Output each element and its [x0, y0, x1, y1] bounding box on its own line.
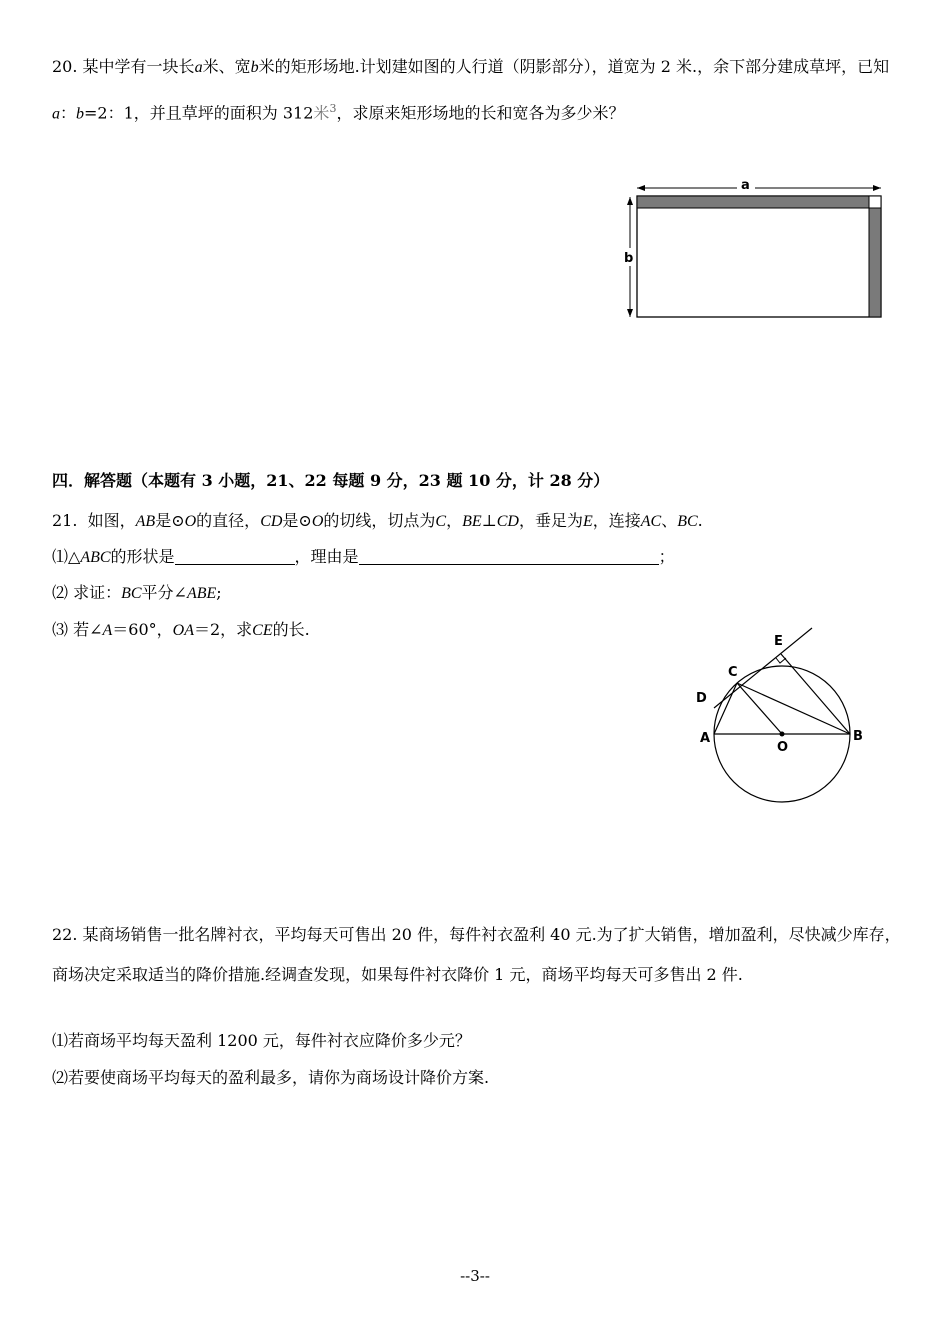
q20-text: 米、宽	[202, 57, 251, 76]
q21-2-text: ;	[216, 583, 222, 602]
q20-text: ，求原来矩形场地的长和宽各为多少米？	[336, 103, 625, 123]
q20-number: 20.	[52, 57, 78, 76]
var-a: a	[194, 59, 203, 76]
q21-3-text: ⑶ 若∠	[52, 620, 103, 639]
q21-text: 如图，	[87, 511, 136, 530]
var-BC: BC	[677, 513, 698, 530]
q21-1-text: 的形状是	[110, 547, 175, 566]
q21-number: 21.	[52, 511, 78, 530]
q20-text: 米的矩形场地.计划建如图的人行道（阴影部分），道宽为 2 米.，余下部分建成草坪，已知	[258, 57, 890, 76]
label-C: C	[728, 665, 738, 680]
label-b: b	[624, 251, 634, 266]
q21-1-text: ，理由是	[294, 547, 359, 566]
label-D: D	[696, 691, 707, 706]
path-crossing	[869, 196, 881, 208]
var-ABC: ABC	[80, 549, 111, 566]
var-C: C	[435, 513, 447, 530]
label-B: B	[853, 729, 863, 744]
arrow-down	[627, 309, 633, 317]
answer-blank-reason[interactable]	[359, 548, 659, 565]
question-21-part-1	[52, 544, 675, 567]
label-A: A	[700, 731, 711, 746]
arrow-up	[627, 197, 633, 205]
answer-blank-shape[interactable]	[175, 548, 295, 565]
q21-text: .	[697, 511, 703, 530]
q21-2-text: 平分∠	[141, 583, 187, 602]
segment-AC	[714, 683, 737, 734]
question-22: 22. 某商场销售一批名牌衬衣，平均每天可售出 20 件，每件衬衣盈利 40 元.为了扩大销售，增加盈利，尽快减少库存，商场决定采取适当的降价措施.经调查发现，如果每件衬衣降价 1 元，商场平均每天可多售出 2 件.	[52, 925, 901, 984]
q21-text: 、	[661, 511, 678, 530]
rectangle-figure	[615, 170, 895, 330]
q21-2-text: ⑵ 求证：	[52, 583, 122, 602]
var-CD: CD	[260, 513, 283, 530]
q21-text: 是⊙	[282, 511, 312, 530]
segment-BC	[737, 683, 850, 734]
var-AC: AC	[640, 513, 662, 530]
var-CD: CD	[496, 513, 519, 530]
label-a: a	[741, 178, 750, 193]
label-O: O	[777, 740, 789, 755]
q21-text: ，连接	[592, 511, 641, 530]
q21-text: ⊥	[481, 511, 497, 530]
label-E: E	[774, 634, 783, 649]
vertical-path	[869, 208, 881, 317]
q21-3-text: ＝60°，	[112, 620, 173, 639]
var-CE: CE	[252, 622, 273, 639]
var-a: a	[52, 105, 60, 123]
q21-1-text: ；	[658, 547, 675, 566]
q21-text: ，垂足为	[518, 511, 583, 530]
page-number: --3--	[460, 1267, 490, 1285]
arrow-right	[873, 185, 881, 191]
area-unit-exponent: 3	[329, 102, 337, 115]
question-21-stem	[52, 508, 703, 531]
var-O: O	[311, 513, 324, 530]
var-ABE: ABE	[186, 585, 217, 602]
var-O: O	[184, 513, 197, 530]
var-A: A	[102, 622, 113, 639]
var-BC: BC	[121, 585, 142, 602]
area-unit: 米	[313, 103, 330, 123]
segment-CO	[737, 683, 782, 734]
segment-BE	[781, 654, 850, 734]
q21-3-text: ＝2，求	[193, 620, 253, 639]
right-angle-mark	[776, 658, 786, 663]
q20-text: =2：1，并且草坪的面积为 312	[84, 103, 314, 123]
question-21-part-2	[52, 580, 222, 603]
circle-tangent-figure	[690, 620, 880, 810]
center-point	[780, 732, 785, 737]
horizontal-path	[637, 196, 869, 208]
question-22-part-1: ⑴若商场平均每天盈利 1200 元，每件衬衣应降价多少元？	[52, 1031, 471, 1050]
arrow-left	[637, 185, 645, 191]
question-21-part-3	[52, 617, 310, 640]
section-heading: 四．解答题（本题有 3 小题，21、22 每题 9 分，23 题 10 分，计 28 分）	[52, 471, 610, 490]
var-b: b	[250, 59, 259, 76]
q21-1-text: ⑴△	[52, 547, 81, 566]
q21-text: 的直径，	[196, 511, 261, 530]
var-OA: OA	[172, 622, 194, 639]
var-BE: BE	[462, 513, 482, 530]
question-20	[52, 46, 902, 134]
q20-text: 某中学有一块长	[82, 57, 195, 76]
var-AB: AB	[135, 513, 156, 530]
field-rectangle	[637, 196, 881, 317]
question-22-part-2: ⑵若要使商场平均每天的盈利最多，请你为商场设计降价方案.	[52, 1068, 490, 1087]
var-E: E	[582, 513, 593, 530]
var-b: b	[76, 105, 85, 123]
q21-text: 的切线，切点为	[323, 511, 436, 530]
ratio-colon: ：	[60, 103, 77, 123]
q21-text: 是⊙	[155, 511, 185, 530]
q21-text: ，	[446, 511, 463, 530]
q21-3-text: 的长.	[272, 620, 310, 639]
